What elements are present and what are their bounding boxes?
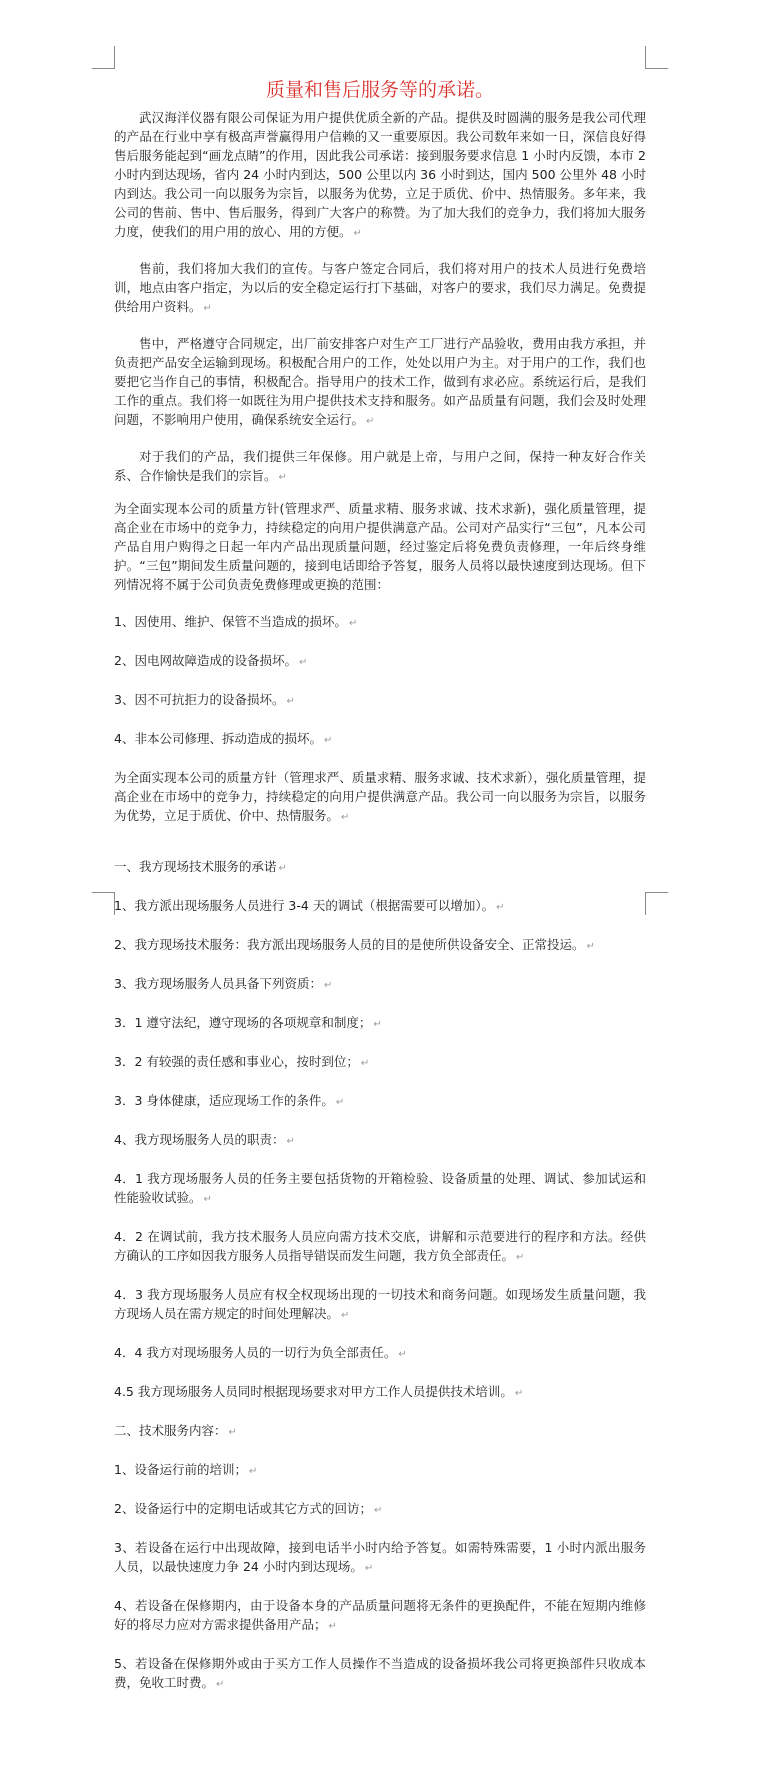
list-item-onsite-3: 3、我方现场服务人员具备下列资质： ↵ [114,976,333,991]
list-item-exclusion-4: 4、非本公司修理、拆动造成的损坏。 ↵ [114,731,333,746]
paragraph-mark: ↵ [353,228,362,239]
document-body [114,76,646,1712]
list-item-exclusion-2: 2、因电网故障造成的设备损坏。 ↵ [114,653,308,668]
crop-mark-page-break-left [92,892,115,915]
crop-mark-page-break-right [645,892,668,915]
paragraph-mark: ↵ [323,980,333,991]
paragraph-mark: ↵ [203,1194,212,1205]
list-item-onsite-3-1: 3．1 遵守法纪，遵守现场的各项规章和制度； ↵ [114,1015,382,1030]
paragraph-mark: ↵ [341,1310,350,1321]
list-item-exclusion-3: 3、因不可抗拒力的设备损坏。 ↵ [114,692,295,707]
list-item-onsite-1: 1、我方派出现场服务人员进行 3-4 天的调试（根据需要可以增加）。 ↵ [114,898,505,913]
paragraph-mark: ↵ [323,735,333,746]
section-heading-tech-service: 二、技术服务内容： ↵ [114,1423,237,1438]
list-item-onsite-3-3: 3．3 身体健康，适应现场工作的条件。 ↵ [114,1093,345,1108]
list-item-tech-5: 5、若设备在保修期外或由于买方工作人员操作不当造成的设备损坏我公司将更换部件只收成本费，免收工时费。 ↵ [114,1656,646,1690]
list-item-onsite-3-2: 3．2 有较强的责任感和事业心，按时到位； ↵ [114,1054,370,1069]
list-item-tech-4: 4、若设备在保修期内，由于设备本身的产品质量问题将无条件的更换配件，不能在短期内维修好的将尽力应对方需求提供备用产品； ↵ [114,1598,646,1632]
paragraph-mark: ↵ [586,941,595,952]
paragraph-mark: ↵ [373,1505,383,1516]
paragraph-mark: ↵ [216,1679,225,1690]
paragraph-mark: ↵ [228,1427,237,1438]
paragraph-in-sale: 售中，严格遵守合同规定，出厂前安排客户对生产工厂进行产品验收，费用由我方承担，并负责把产品安全运输到现场。积极配合用户的工作，处处以用户为主。对于用户的工作，我们也要把它当作自己的事情，积极配合。指导用户的技术工作，做到有求必应。系统运行后，是我们工作的重点。我们将一如既往为用户提供技术支持和服务。如产品质量有问题，我们会及时处理问题，不影响用户使用，确保系统安全运行。 ↵ [114,336,646,427]
paragraph-mark: ↵ [364,1563,374,1574]
list-item-tech-1: 1、设备运行前的培训； ↵ [114,1462,258,1477]
list-item-exclusion-1: 1、因使用、维护、保管不当造成的损坏。 ↵ [114,614,358,629]
paragraph-mark: ↵ [278,472,287,483]
paragraph-mark: ↵ [373,1019,382,1030]
crop-mark-top-right [645,46,668,69]
paragraph-warranty: 对于我们的产品，我们提供三年保修。用户就是上帝，与用户之间，保持一种友好合作关系、合作愉快是我们的宗旨。 ↵ [114,449,646,483]
paragraph-mark: ↵ [248,1466,258,1477]
paragraph-quality-policy-2: 为全面实现本公司的质量方针（管理求严、质量求精、服务求诚、技术求新），强化质量管理，提高企业在市场中的竞争力，持续稳定的向用户提供满意产品。我公司一向以服务为宗旨，以服务为优势，立足于质优、价中、热情服务。 ↵ [114,770,646,823]
list-item-onsite-4-3: 4．3 我方现场服务人员应有权全权现场出现的一切技术和商务问题。如现场发生质量问题，我方现场人员在需方规定的时间处理解决。 ↵ [114,1287,646,1321]
paragraph-mark: ↵ [360,1058,370,1069]
paragraph-mark: ↵ [398,1349,407,1360]
paragraph-mark: ↵ [348,618,358,629]
paragraph-mark: ↵ [278,863,287,874]
list-item-onsite-4-4: 4．4 我方对现场服务人员的一切行为负全部责任。 ↵ [114,1345,407,1360]
paragraph-mark: ↵ [328,1621,337,1632]
section-heading-onsite-service: 一、我方现场技术服务的承诺 ↵ [114,859,287,874]
list-item-onsite-4-5: 4.5 我方现场服务人员同时根据现场要求对甲方工作人员提供技术培训。 ↵ [114,1384,524,1399]
paragraph-mark: ↵ [514,1388,524,1399]
list-item-onsite-4-1: 4．1 我方现场服务人员的任务主要包括货物的开箱检验、设备质量的处理、调试、参加试运和性能验收试验。 ↵ [114,1171,646,1205]
paragraph-intro: 武汉海洋仪器有限公司保证为用户提供优质全新的产品。提供及时圆满的服务是我公司代理的产品在行业中享有极高声誉赢得用户信赖的又一重要原因。我公司数年来如一日，深信良好得售后服务能起到“画龙点睛”的作用，因此我公司承诺：接到服务要求信息 1 小时内反馈，本市 2 小时内到达现场，省内 24 小时内到达，500 公里以内 36 小时到达，国内 500 公里外 48 小时内到达。我公司一向以服务为宗旨，以服务为优势，立足于质优、价中、热情服务。多年来，我公司的售前、售中、售后服务，得到广大客户的称赞。为了加大我们的竞争力，我们将加大服务力度，使我们的用户用的放心、用的方便。 ↵ [114,110,646,239]
document-title: 质量和售后服务等的承诺。 [265,79,494,101]
list-item-onsite-2: 2、我方现场技术服务：我方派出现场服务人员的目的是使所供设备安全、正常投运。 ↵ [114,937,595,952]
list-item-tech-3: 3、若设备在运行中出现故障，接到电话半小时内给予答复。如需特殊需要，1 小时内派出服务人员，以最快速度力争 24 小时内到达现场。 ↵ [114,1540,646,1574]
list-item-tech-2: 2、设备运行中的定期电话或其它方式的回访； ↵ [114,1501,383,1516]
paragraph-mark: ↵ [516,1252,525,1263]
paragraph-mark: ↵ [341,812,350,823]
paragraph-pre-sale: 售前，我们将加大我们的宣传。与客户签定合同后，我们将对用户的技术人员进行免费培训，地点由客户指定，为以后的安全稳定运行打下基础，对客户的要求，我们尽力满足。免费提供给用户资料。 ↵ [114,261,646,314]
paragraph-mark: ↵ [203,303,212,314]
list-item-onsite-4: 4、我方现场服务人员的职责： ↵ [114,1132,295,1147]
list-item-onsite-4-2: 4．2 在调试前，我方技术服务人员应向需方技术交底，讲解和示范要进行的程序和方法。经供方确认的工序如因我方服务人员指导错误而发生问题，我方负全部责任。 ↵ [114,1229,646,1263]
paragraph-mark: ↵ [286,1136,295,1147]
paragraph-mark: ↵ [496,902,505,913]
paragraph-mark: ↵ [286,696,295,707]
paragraph-quality-policy: 为全面实现本公司的质量方针(管理求严、质量求精、服务求诚、技术求新)，强化质量管理，提高企业在市场中的竞争力，持续稳定的向用户提供满意产品。公司对产品实行“三包”，凡本公司产品自用户购得之日起一年内产品出现质量问题，经过鉴定后将免费负责修理，一年后终身维护。“三包”期间发生质量问题的，接到电话即给予答复，服务人员将以最快速度到达现场。但下列情况将不属于公司负责免费修理或更换的范围： [114,501,646,592]
paragraph-mark: ↵ [366,416,375,427]
paragraph-mark: ↵ [298,657,308,668]
paragraph-mark: ↵ [335,1097,345,1108]
crop-mark-top-left [92,46,115,69]
